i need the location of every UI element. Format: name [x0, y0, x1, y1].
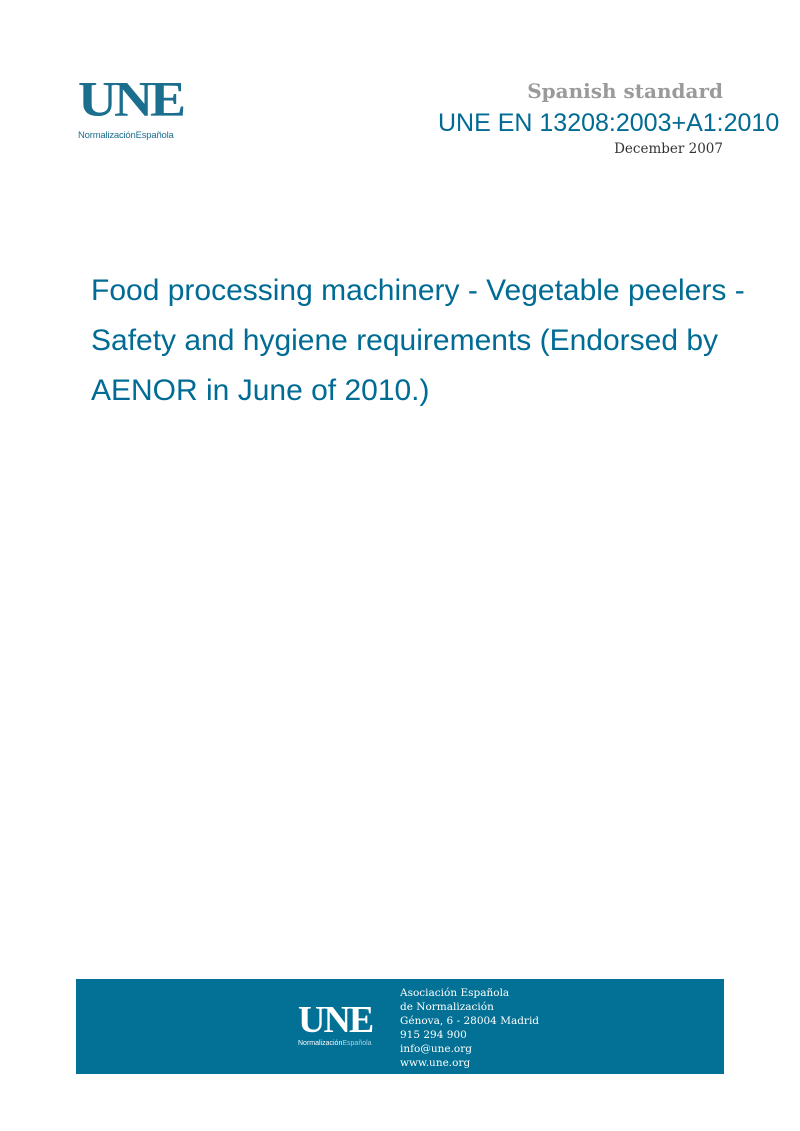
address-line-org2: de Normalización: [400, 1001, 494, 1013]
footer-logo-tagline: [298, 1040, 372, 1047]
address-line-phone: 915 294 900: [400, 1029, 467, 1041]
footer-logo-mark: UNE: [298, 999, 373, 1041]
address-line-org: Asociación Española: [400, 987, 510, 999]
standard-kind: Spanish standard: [527, 79, 723, 103]
logo-tagline-a: Normalización: [78, 130, 136, 141]
address-line-website[interactable]: www.une.org: [400, 1057, 471, 1069]
header-right: [527, 78, 723, 104]
address-line-email[interactable]: info@une.org: [400, 1043, 472, 1055]
logo-tagline-b: Española: [135, 130, 174, 141]
address-line-street: Génova, 6 - 28004 Madrid: [400, 1015, 540, 1027]
logo-mark: UNE: [78, 71, 184, 127]
footer-logo-tagline-b: Española: [342, 1040, 372, 1047]
footer-address: [400, 986, 539, 1070]
footer-logo: [298, 1001, 372, 1047]
standard-code: UNE EN 13208:2003+A1:2010: [438, 109, 780, 137]
document-title: Food processing machinery - Vegetable peelers - Safety and hygiene requirements (Endorsed by AENOR in June of 2010.): [91, 274, 745, 407]
footer-banner: [76, 979, 724, 1074]
une-logo: [78, 71, 194, 141]
footer-logo-tagline-a: Normalización: [298, 1040, 343, 1047]
logo-tagline: [78, 130, 194, 141]
standard-date: December 2007: [614, 141, 723, 157]
